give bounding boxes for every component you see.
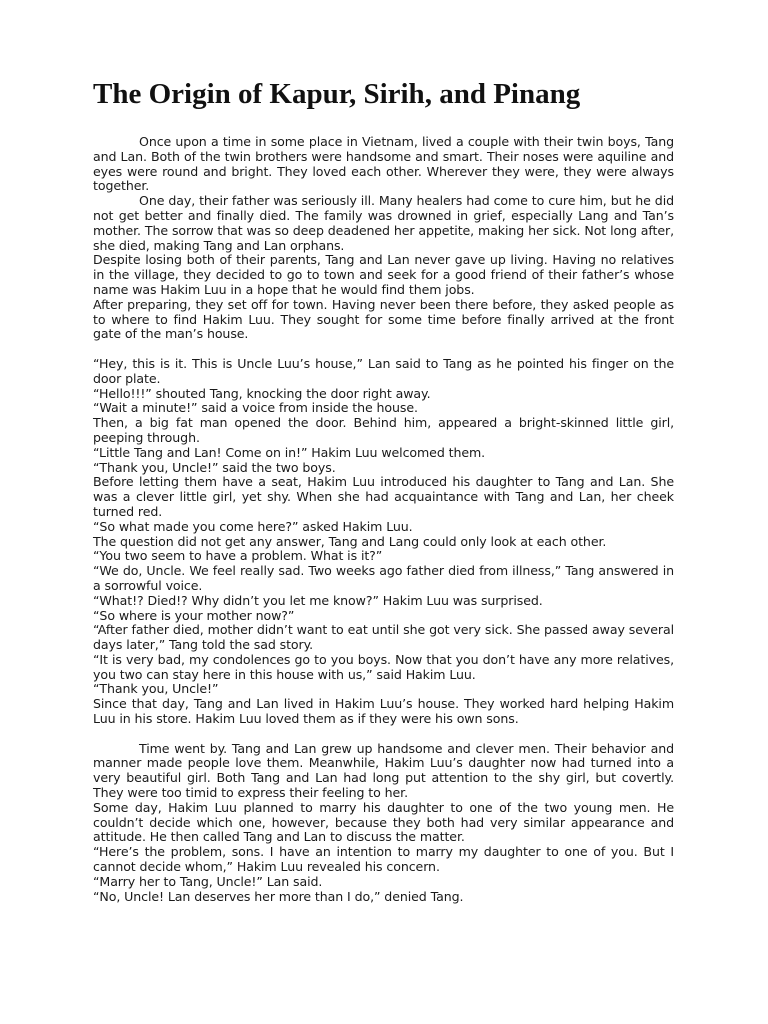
story-paragraph: “Little Tang and Lan! Come on in!” Hakim Luu welcomed them.	[93, 444, 486, 460]
story-paragraph: “After father died, mother didn’t want to eat until she got very sick. She passed away several days later,” Tang told the sad story.	[93, 622, 674, 653]
paragraph-gap	[93, 342, 674, 357]
document-page	[93, 76, 674, 904]
story-paragraph: “Wait a minute!” said a voice from inside the house.	[93, 400, 418, 416]
story-paragraph: “It is very bad, my condolences go to you boys. Now that you don’t have any more relatives, you two can stay here in this house with us,” said Hakim Luu.	[93, 651, 674, 682]
story-paragraph: “Hello!!!” shouted Tang, knocking the door right away.	[93, 385, 431, 401]
story-paragraph: Despite losing both of their parents, Tang and Lan never gave up living. Having no relatives in the village, they decided to go to town and seek for a good friend of their father’s whose name was Hakim Luu in a hope that he would find them jobs.	[93, 252, 674, 297]
story-body	[93, 135, 674, 904]
story-paragraph: “Thank you, Uncle!”	[93, 681, 219, 697]
story-paragraph: Some day, Hakim Luu planned to marry his daughter to one of the two young men. He couldn’t decide which one, however, because they both had very similar appearance and attitude. He then called Tang and Lan to discuss the matter.	[93, 799, 674, 845]
paragraph-gap	[93, 727, 674, 742]
story-paragraph: “What!? Died!? Why didn’t you let me know?” Hakim Luu was surprised.	[93, 592, 543, 608]
story-paragraph: “So what made you come here?” asked Hakim Luu.	[93, 518, 413, 534]
story-paragraph: Before letting them have a seat, Hakim Luu introduced his daughter to Tang and Lan. She was a clever little girl, yet shy. When she had acquaintance with Tang and Lan, her cheek turned red.	[93, 474, 674, 519]
story-paragraph: The question did not get any answer, Tang and Lang could only look at each other.	[93, 533, 607, 549]
story-paragraph: “Here’s the problem, sons. I have an intention to marry my daughter to one of you. But I cannot decide whom,” Hakim Luu revealed his concern.	[93, 844, 674, 875]
story-paragraph: “Marry her to Tang, Uncle!” Lan said.	[93, 873, 323, 889]
story-paragraph: Once upon a time in some place in Vietnam, lived a couple with their twin boys, Tang and Lan. Both of the twin brothers were handsome and smart. Their noses were aquiline and eyes were round and bright. They loved each other. Wherever they were, they were always together.	[93, 134, 674, 194]
story-paragraph: “Hey, this is it. This is Uncle Luu’s house,” Lan said to Tang as he pointed his finger on the door plate.	[93, 355, 674, 386]
story-paragraph: Time went by. Tang and Lan grew up handsome and clever men. Their behavior and manner made people love them. Meanwhile, Hakim Luu’s daughter now had turned into a very beautiful girl. Both Tang and Lan had long put attention to the shy girl, but covertly. They were too timid to express their feeling to her.	[93, 740, 674, 801]
story-paragraph: “Thank you, Uncle!” said the two boys.	[93, 459, 336, 475]
document-title: The Origin of Kapur, Sirih, and Pinang	[93, 78, 581, 110]
story-paragraph: “So where is your mother now?”	[93, 607, 295, 623]
story-paragraph: Since that day, Tang and Lan lived in Hakim Luu’s house. They worked hard helping Hakim Luu in his store. Hakim Luu loved them as if they were his own sons.	[93, 696, 674, 727]
story-paragraph: One day, their father was seriously ill. Many healers had come to cure him, but he did not get better and finally died. The family was drowned in grief, especially Lang and Tan’s mother. The sorrow that was so deep deadened her appetite, making her sick. Not long after, she died, making Tang and Lan orphans.	[93, 193, 674, 253]
story-paragraph: “You two seem to have a problem. What is it?”	[93, 548, 383, 564]
story-paragraph: “No, Uncle! Lan deserves her more than I do,” denied Tang.	[93, 888, 464, 904]
story-paragraph: Then, a big fat man opened the door. Behind him, appeared a bright-skinned little girl, peeping through.	[93, 415, 674, 445]
story-paragraph: “We do, Uncle. We feel really sad. Two weeks ago father died from illness,” Tang answered in a sorrowful voice.	[93, 563, 674, 593]
story-paragraph: After preparing, they set off for town. Having never been there before, they asked people as to where to find Hakim Luu. They sought for some time before finally arrived at the front gate of the man’s house.	[93, 296, 674, 342]
